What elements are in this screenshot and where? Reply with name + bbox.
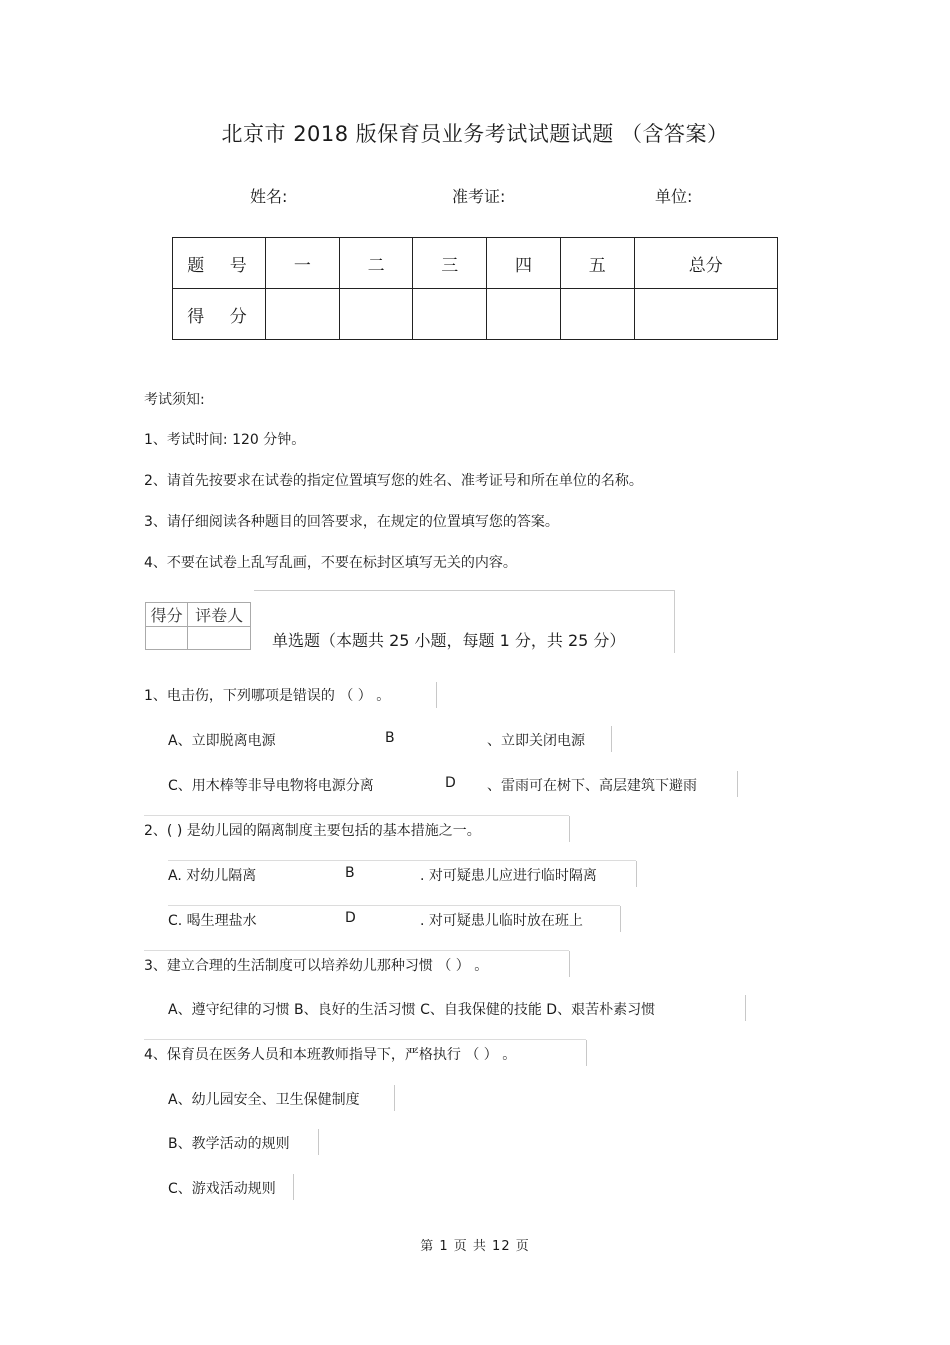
q2-option-d[interactable]: . 对可疑患儿临时放在班上 [420,913,583,929]
section-title: 单选题（本题共 25 小题，每题 1 分，共 25 分） [272,631,626,650]
column-3: 三 [413,238,487,289]
divider [620,906,621,932]
score-table-score-row [173,289,778,340]
score-cell-4[interactable] [487,289,561,340]
q1-option-d[interactable]: 、雷雨可在树下、高层建筑下避雨 [487,778,697,794]
divider [569,951,570,977]
page-footer: 第 1 页 共 12 页 [420,1239,530,1254]
grader-reviewer-cell[interactable] [188,627,251,650]
grader-box [145,602,251,646]
divider [144,950,569,951]
page-title: 北京市 2018 版保育员业务考试试题试题 （含答案） [221,122,729,146]
score-cell-total[interactable] [634,289,777,340]
divider [144,1039,586,1040]
q1-option-b[interactable]: 、立即关闭电源 [487,733,585,749]
notice-item-2: 2、请首先按要求在试卷的指定位置填写您的姓名、准考证号和所在单位的名称。 [144,473,643,489]
q4-option-a[interactable]: A、幼儿园安全、卫生保健制度 [168,1092,360,1108]
question-1-stem: 1、电击伤，下列哪项是错误的 （ ） 。 [144,688,391,704]
notice-item-1: 1、考试时间: 120 分钟。 [144,432,306,448]
q4-option-b[interactable]: B、教学活动的规则 [168,1136,290,1152]
column-1: 一 [266,238,340,289]
q1-option-d-letter[interactable]: D [445,775,456,791]
divider [168,905,620,906]
q1-option-a[interactable]: A、立即脱离电源 [168,733,276,749]
score-cell-5[interactable] [560,289,634,340]
q2-option-b-letter[interactable]: B [345,865,355,881]
q2-option-c[interactable]: C. 喝生理盐水 [168,913,257,929]
q2-option-d-letter[interactable]: D [345,910,356,926]
question-2-stem: 2、( ) 是幼儿园的隔离制度主要包括的基本措施之一。 [144,823,481,839]
question-number-label: 题 号 [173,238,266,289]
q2-option-b[interactable]: . 对可疑患儿应进行临时隔离 [420,868,597,884]
score-cell-1[interactable] [266,289,340,340]
notice-item-3: 3、请仔细阅读各种题目的回答要求，在规定的位置填写您的答案。 [144,514,559,530]
column-2: 二 [339,238,413,289]
unit-label: 单位: [655,187,693,206]
score-table-header-row [173,238,778,289]
divider [737,771,738,797]
column-5: 五 [560,238,634,289]
grader-score-label: 得分 [146,603,188,627]
column-total: 总分 [634,238,777,289]
score-table [172,237,778,340]
divider [436,682,437,708]
name-label: 姓名: [250,187,288,206]
grader-score-cell[interactable] [146,627,188,650]
score-cell-3[interactable] [413,289,487,340]
q2-option-a[interactable]: A. 对幼儿隔离 [168,868,257,884]
grader-reviewer-label: 评卷人 [188,603,251,627]
question-3-stem: 3、建立合理的生活制度可以培养幼儿那种习惯 （ ） 。 [144,958,489,974]
score-label: 得 分 [173,289,266,340]
divider [745,995,746,1021]
divider [293,1174,294,1200]
divider [394,1085,395,1111]
divider [611,726,612,752]
notice-heading: 考试须知: [144,392,205,408]
q4-option-c[interactable]: C、游戏活动规则 [168,1181,276,1197]
q1-option-c[interactable]: C、用木棒等非导电物将电源分离 [168,778,374,794]
column-4: 四 [487,238,561,289]
score-cell-2[interactable] [339,289,413,340]
divider [636,861,637,887]
exam-number-label: 准考证: [452,187,506,206]
question-4-stem: 4、保育员在医务人员和本班教师指导下，严格执行 （ ） 。 [144,1047,517,1063]
divider [569,816,570,842]
divider [144,815,569,816]
divider [318,1129,319,1155]
q1-option-b-letter[interactable]: B [385,730,395,746]
divider [586,1040,587,1066]
q3-options[interactable]: A、遵守纪律的习惯 B、良好的生活习惯 C、自我保健的技能 D、艰苦朴素习惯 [168,1002,656,1018]
divider [168,860,636,861]
notice-item-4: 4、不要在试卷上乱写乱画，不要在标封区填写无关的内容。 [144,555,517,571]
